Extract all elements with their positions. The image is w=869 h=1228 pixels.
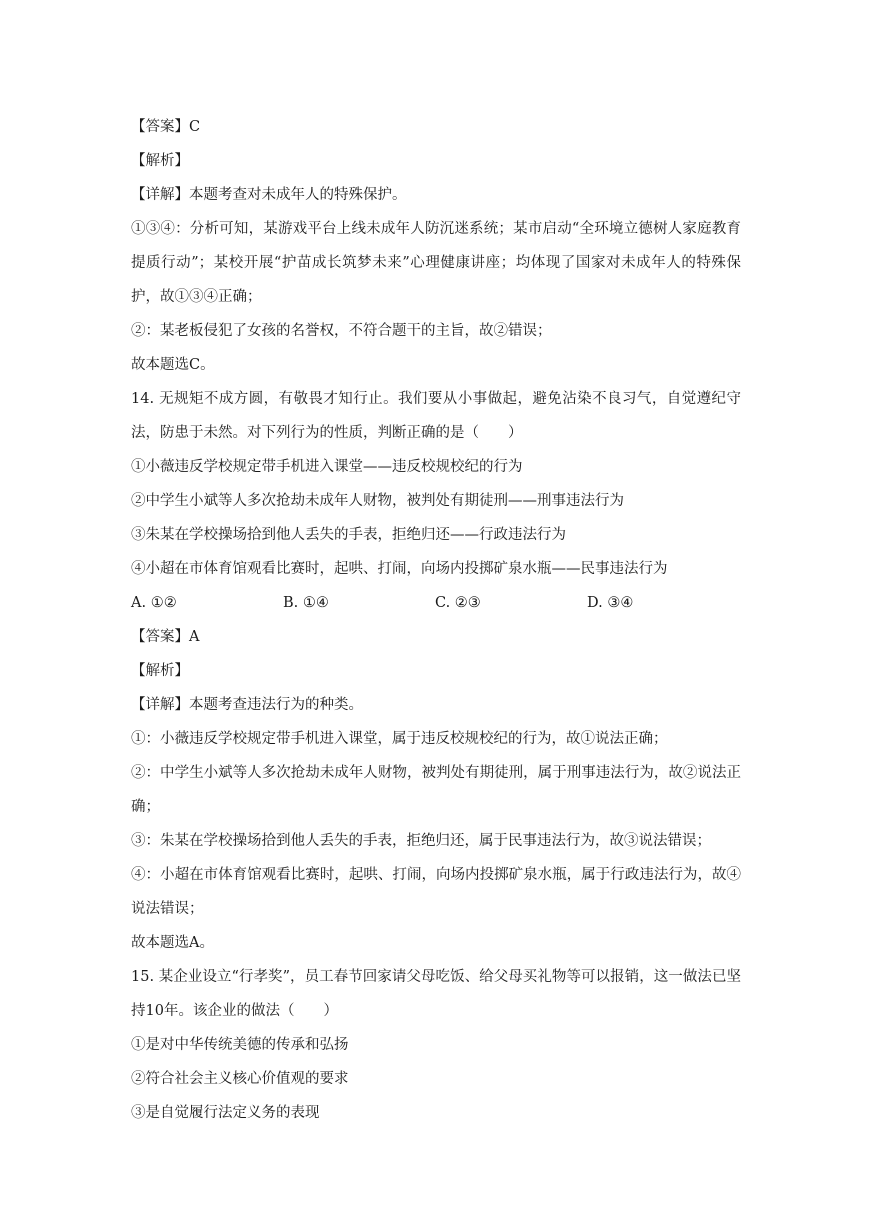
document-page <box>131 110 741 1130</box>
q13-detail: 【详解】本题考查对未成年人的特殊保护。 <box>131 187 407 203</box>
q14-item-4: ④小超在市体育馆观看比赛时，起哄、打闹，向场内投掷矿泉水瓶——民事违法行为 <box>131 561 668 577</box>
q14-item-1: ①小薇违反学校规定带手机进入课堂——违反校规校纪的行为 <box>131 459 523 475</box>
q13-analysis-heading: 【解析】 <box>131 153 189 169</box>
q13-explanation-2: ②：某老板侵犯了女孩的名誉权，不符合题干的主旨，故②错误； <box>131 323 552 339</box>
q14-option-b: B. ①④ <box>283 595 329 611</box>
q14-explanation-1: ①：小薇违反学校规定带手机进入课堂，属于违反校规校纪的行为，故①说法正确； <box>131 731 668 747</box>
q14-option-c: C. ②③ <box>435 595 481 611</box>
q15-item-1: ①是对中华传统美德的传承和弘扬 <box>131 1037 349 1053</box>
q14-explanation-2: ②：中学生小斌等人多次抢劫未成年人财物，被判处有期徒刑，属于刑事违法行为，故②说法正确； <box>131 765 741 815</box>
q15-item-2: ②符合社会主义核心价值观的要求 <box>131 1071 349 1087</box>
q14-conclusion: 故本题选A。 <box>131 935 214 951</box>
q13-answer: 【答案】C <box>131 119 201 135</box>
q15-item-3: ③是自觉履行法定义务的表现 <box>131 1105 320 1121</box>
q14-option-a: A. ①② <box>131 595 177 611</box>
q14-explanation-4: ④：小超在市体育馆观看比赛时，起哄、打闹，向场内投掷矿泉水瓶，属于行政违法行为，故④说法错误； <box>131 867 741 917</box>
q14-options <box>131 586 741 620</box>
q15-stem: 15. 某企业设立“行孝奖”，员工春节回家请父母吃饭、给父母买礼物等可以报销，这一做法已坚持10年。该企业的做法（ ） <box>131 969 741 1019</box>
q14-option-d: D. ③④ <box>587 595 634 611</box>
q14-analysis-heading: 【解析】 <box>131 663 189 679</box>
q14-answer: 【答案】A <box>131 629 200 645</box>
q14-detail: 【详解】本题考查违法行为的种类。 <box>131 697 363 713</box>
q14-item-3: ③朱某在学校操场拾到他人丢失的手表，拒绝归还——行政违法行为 <box>131 527 566 543</box>
q13-explanation-1: ①③④：分析可知，某游戏平台上线未成年人防沉迷系统；某市启动“全环境立德树人家庭教育提质行动”；某校开展“护苗成长筑梦未来”心理健康讲座；均体现了国家对未成年人的特殊保护，故①③④正确； <box>131 221 741 305</box>
q14-explanation-3: ③：朱某在学校操场拾到他人丢失的手表，拒绝归还，属于民事违法行为，故③说法错误； <box>131 833 711 849</box>
q13-conclusion: 故本题选C。 <box>131 357 215 373</box>
q14-stem: 14. 无规矩不成方圆，有敬畏才知行止。我们要从小事做起，避免沾染不良习气，自觉遵纪守法，防患于未然。对下列行为的性质，判断正确的是（ ） <box>131 391 741 441</box>
q14-item-2: ②中学生小斌等人多次抢劫未成年人财物，被判处有期徒刑——刑事违法行为 <box>131 493 624 509</box>
